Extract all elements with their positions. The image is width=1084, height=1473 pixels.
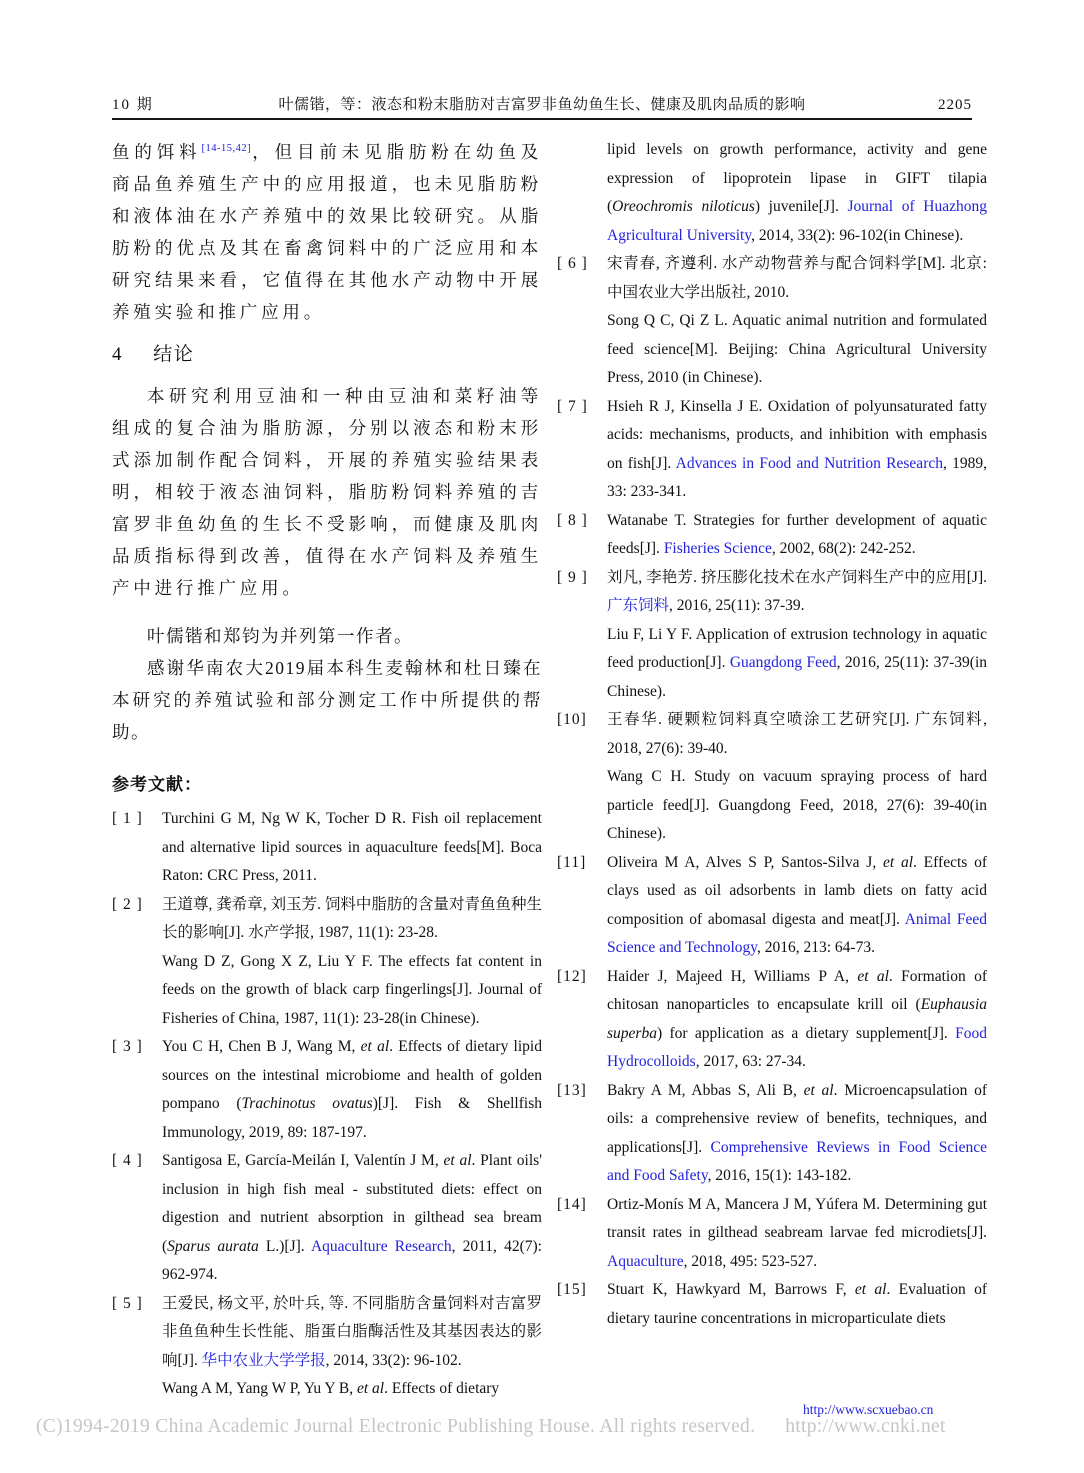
- reference-label: [ 1 ]: [112, 810, 143, 827]
- text-run: Wang C H. Study on vacuum spraying process of hard particle feed[J]. Guangdong Feed, 2018, 27(6): 39-40(in Chinese).: [607, 768, 987, 842]
- journal-link[interactable]: Food Hydrocolloids: [607, 1024, 987, 1070]
- reference-text: [162, 1033, 542, 1147]
- italic-text: Euphausia superba: [607, 996, 987, 1042]
- text-run: 王爱民, 杨文平, 於叶兵, 等. 不同脂肪含量饲料对吉富罗非鱼鱼种生长性能、脂蛋白脂酶活性及其基因表达的影响[J].: [162, 1294, 542, 1369]
- reference-item: [557, 706, 987, 849]
- text-run: , 2016, 25(11): 37-39(in Chinese).: [607, 654, 988, 700]
- text-run: , 2014, 33(2): 96-102.: [325, 1351, 462, 1369]
- reference-label: [13]: [557, 1081, 587, 1099]
- reference-item: [557, 564, 987, 707]
- text-run: . Microencapsulation of oils: a comprehensive review of benefits, techniques, and applications[J].: [607, 1081, 987, 1156]
- references-right: [557, 136, 987, 1333]
- journal-link[interactable]: Aquaculture Research: [310, 1237, 452, 1255]
- reference-label: [ 2 ]: [112, 895, 143, 913]
- reference-text: [607, 564, 987, 621]
- text-run: You C H, Chen B J, Wang M,: [162, 1038, 361, 1055]
- text-run: , 2018, 495: 523-527.: [683, 1252, 818, 1270]
- journal-link[interactable]: Advances in Food and Nutrition Research: [675, 454, 943, 472]
- reference-text: [607, 393, 987, 507]
- reference-text: [162, 1290, 542, 1376]
- reference-item: [557, 393, 987, 507]
- acknowledgment-note: 感谢华南农大2019届本科生麦翰林和杜日臻在本研究的养殖试验和部分测定工作中所提供的帮助。: [112, 658, 542, 742]
- reference-text: [162, 805, 542, 891]
- reference-label: [ 9 ]: [557, 568, 588, 586]
- left-column: [112, 136, 542, 1404]
- journal-link[interactable]: Journal of Huazhong Agricultural University: [607, 198, 987, 244]
- text-run: ) juvenile[J].: [754, 198, 848, 215]
- reference-label: [ 5 ]: [112, 1294, 143, 1312]
- text-run: . Effects of clays used as oil adsorbents in lamb diets on fatty acid composition of abomasal digesta and meat[J].: [607, 853, 987, 928]
- reference-label: [ 3 ]: [112, 1038, 143, 1055]
- text-run: Ortiz-Monís M A, Mancera J M, Yúfera M. Determining gut transit rates in gilthead seabream larvae fed microdiets[J].: [607, 1195, 987, 1241]
- italic-text: et al: [360, 1038, 390, 1055]
- reference-text: [607, 1077, 987, 1191]
- text-run: , 1989, 33: 233-341.: [607, 454, 987, 500]
- reference-text: [607, 250, 987, 307]
- text-run: . Plant oils' inclusion in high fish meal - substituted diets: effect on digestion and nutrient absorption in gilthead sea bream (: [162, 1152, 542, 1255]
- text-run: Wang D Z, Gong X Z, Liu Y F. The effects fat content in feeds on the growth of black carp fingerlings[J]. Journal of Fisheries of China, 1987, 11(1): 23-28(in Chinese).: [162, 952, 542, 1027]
- section-heading: [112, 340, 542, 370]
- italic-text: Oreochromis niloticus: [612, 198, 755, 215]
- reference-text: [607, 1191, 987, 1277]
- reference-item: [557, 250, 987, 393]
- text-run: , 2011, 42(7): 962-974.: [162, 1237, 542, 1283]
- text-run: Santigosa E, García-Meilán I, Valentín J M,: [162, 1152, 444, 1169]
- issue-number: 10 期: [112, 97, 154, 113]
- reference-item: [557, 963, 987, 1077]
- text-run: , 2016, 15(1): 143-182.: [707, 1167, 852, 1184]
- text-run: . Evaluation of dietary taurine concentrations in microparticulate diets: [607, 1281, 987, 1327]
- reference-label: [ 6 ]: [557, 255, 588, 272]
- text-run: 王春华. 硬颗粒饲料真空喷涂工艺研究[J]. 广东饲料, 2018, 27(6): 39-40.: [607, 711, 987, 757]
- reference-label: [ 8 ]: [557, 511, 588, 529]
- reference-translation: [162, 948, 542, 1034]
- page-number: 2205: [938, 97, 972, 113]
- journal-link[interactable]: Guangdong Feed: [729, 654, 837, 671]
- journal-url-link[interactable]: http://www.scxuebao.cn: [803, 1402, 934, 1417]
- section-title: 结论: [153, 344, 195, 365]
- journal-link[interactable]: 华中农业大学学报: [201, 1351, 326, 1369]
- text-run: Wang A M, Yang W P, Yu Y B,: [162, 1380, 357, 1397]
- text-run: ) for application as a dietary supplement[J].: [656, 1024, 956, 1042]
- reference-translation: [162, 1375, 542, 1404]
- running-title: 叶儒锴，等：液态和粉末脂肪对吉富罗非鱼幼鱼生长、健康及肌肉品质的影响: [278, 97, 806, 113]
- text-run: Bakry A M, Abbas S, Ali B,: [607, 1081, 804, 1099]
- page-header: [112, 93, 972, 114]
- reference-text: [607, 963, 987, 1077]
- reference-text: [607, 1276, 987, 1333]
- reference-item: [557, 507, 987, 564]
- header-rule: [112, 118, 972, 120]
- italic-text: et al: [803, 1081, 834, 1099]
- text-run: 鱼的饵料: [112, 142, 202, 162]
- section-number: 4: [112, 344, 123, 365]
- authorship-note: 叶儒锴和郑钧为并列第一作者。: [147, 626, 413, 646]
- reference-item: [112, 1147, 542, 1290]
- text-run: , 2016, 213: 64-73.: [757, 939, 875, 956]
- reference-item: [557, 1191, 987, 1277]
- intro-paragraph: [112, 136, 542, 328]
- reference-translation: [607, 307, 987, 393]
- italic-text: et al: [443, 1152, 472, 1169]
- journal-link[interactable]: Aquaculture: [607, 1252, 684, 1270]
- text-run: , 2014, 33(2): 96-102(in Chinese).: [751, 226, 964, 244]
- reference-label: [11]: [557, 853, 587, 871]
- text-run: Hsieh R J, Kinsella J E. Oxidation of polyunsaturated fatty acids: mechanisms, products, and inhibition with emphasis on fish[J].: [607, 397, 987, 472]
- reference-item: [112, 1290, 542, 1404]
- text-run: , 2016, 25(11): 37-39.: [669, 597, 805, 614]
- reference-text: [607, 507, 987, 564]
- citation-superscript-link[interactable]: [14-15,42]: [201, 143, 252, 155]
- reference-item: [557, 1077, 987, 1191]
- reference-label: [ 7 ]: [557, 397, 588, 415]
- reference-text: [607, 706, 987, 763]
- reference-item: [112, 805, 542, 891]
- text-run: ，但目前未见脂肪粉在幼鱼及商品鱼养殖生产中的应用报道，也未见脂肪粉和液体油在水产养殖中的效果比较研究。从脂肪粉的优点及其在畜禽饲料中的广泛应用和本研究结果来看，它值得在其他水产动物中开展养殖实验和推广应用。: [112, 142, 542, 322]
- reference-translation: [607, 621, 987, 707]
- text-run: Song Q C, Qi Z L. Aquatic animal nutrition and formulated feed science[M]. Beijing: China Agricultural University Press, 2010 (in Chinese).: [607, 312, 987, 386]
- text-run: 王道尊, 龚希章, 刘玉芳. 饲料中脂肪的含量对青鱼鱼种生长的影响[J]. 水产学报, 1987, 11(1): 23-28.: [162, 895, 542, 941]
- reference-item: [557, 849, 987, 963]
- journal-link[interactable]: Comprehensive Reviews in Food Science and Food Safety: [607, 1138, 987, 1184]
- text-run: )[J]. Fish & Shellfish Immunology, 2019, 89: 187-197.: [162, 1095, 542, 1141]
- reference-label: [15]: [557, 1281, 587, 1298]
- journal-link[interactable]: 广东饲料: [607, 597, 670, 614]
- italic-text: et al: [854, 1281, 887, 1298]
- reference-label: [12]: [557, 967, 587, 985]
- reference-label: [10]: [557, 711, 587, 728]
- references-left: [112, 805, 542, 1404]
- text-run: , 2002, 68(2): 242-252.: [771, 540, 916, 557]
- conclusion-paragraph: 本研究利用豆油和一种由豆油和菜籽油等组成的复合油为脂肪源，分别以液态和粉末形式添加制作配合饲料，开展的养殖实验结果表明，相较于液态油饲料，脂肪粉饲料养殖的吉富罗非鱼幼鱼的生长不受影响，而健康及肌肉品质指标得到改善，值得在水产饲料及养殖生产中进行推广应用。: [112, 386, 542, 598]
- italic-text: Trachinotus ovatus: [241, 1095, 373, 1112]
- reference-item: [557, 136, 987, 250]
- text-run: . Formation of chitosan nanoparticles to encapsulate krill oil (: [607, 967, 988, 1013]
- italic-text: et al: [356, 1380, 385, 1397]
- reference-text: [162, 1147, 542, 1290]
- text-run: Stuart K, Hawkyard M, Barrows F,: [607, 1281, 855, 1298]
- journal-link[interactable]: Animal Feed Science and Technology: [607, 910, 987, 956]
- text-run: . Effects of dietary lipid sources on the intestinal microbiome and health of golden pompano (: [162, 1038, 542, 1112]
- reference-label: [14]: [557, 1195, 587, 1213]
- text-run: Oliveira M A, Alves S P, Santos-Silva J,: [607, 853, 883, 871]
- reference-label: [ 4 ]: [112, 1152, 143, 1169]
- text-run: lipid levels on growth performance, activity and gene expression of lipoprotein lipase in GIFT tilapia (: [607, 141, 987, 215]
- text-run: Liu F, Li Y F. Application of extrusion technology in aquatic feed production[J].: [607, 625, 987, 671]
- text-run: Haider J, Majeed H, Williams P A,: [607, 967, 858, 985]
- reference-text: [607, 849, 987, 963]
- text-run: , 2017, 63: 27-34.: [695, 1053, 806, 1070]
- reference-item: [112, 1033, 542, 1147]
- reference-text: [607, 136, 987, 250]
- reference-item: [112, 891, 542, 1034]
- reference-item: [557, 1276, 987, 1333]
- references-heading: 参考文献：: [112, 775, 202, 794]
- italic-text: et al: [883, 853, 914, 871]
- italic-text: et al: [857, 967, 889, 985]
- right-column: [557, 136, 987, 1333]
- italic-text: Sparus aurata: [167, 1237, 259, 1255]
- reference-text: [162, 891, 542, 948]
- text-run: 刘凡, 李艳芳. 挤压膨化技术在水产饲料生产中的应用[J].: [607, 568, 987, 586]
- cnki-url-link[interactable]: http://www.cnki.net: [785, 1416, 946, 1437]
- text-run: Watanabe T. Strategies for further development of aquatic feeds[J].: [607, 511, 987, 557]
- reference-translation: [607, 763, 987, 849]
- text-run: Turchini G M, Ng W K, Tocher D R. Fish oil replacement and alternative lipid sources in aquaculture feeds[M]. Boca Raton: CRC Press, 2011.: [162, 810, 542, 884]
- copyright-text: (C)1994-2019 China Academic Journal Electronic Publishing House. All rights reserved.: [36, 1416, 756, 1437]
- copyright-line: [36, 1416, 946, 1438]
- journal-link[interactable]: Fisheries Science: [663, 540, 772, 557]
- text-run: 宋青春, 齐遵利. 水产动物营养与配合饲料学[M]. 北京: 中国农业大学出版社, 2010.: [607, 255, 987, 301]
- text-run: L.)[J].: [258, 1237, 311, 1255]
- text-run: . Effects of dietary: [384, 1380, 500, 1397]
